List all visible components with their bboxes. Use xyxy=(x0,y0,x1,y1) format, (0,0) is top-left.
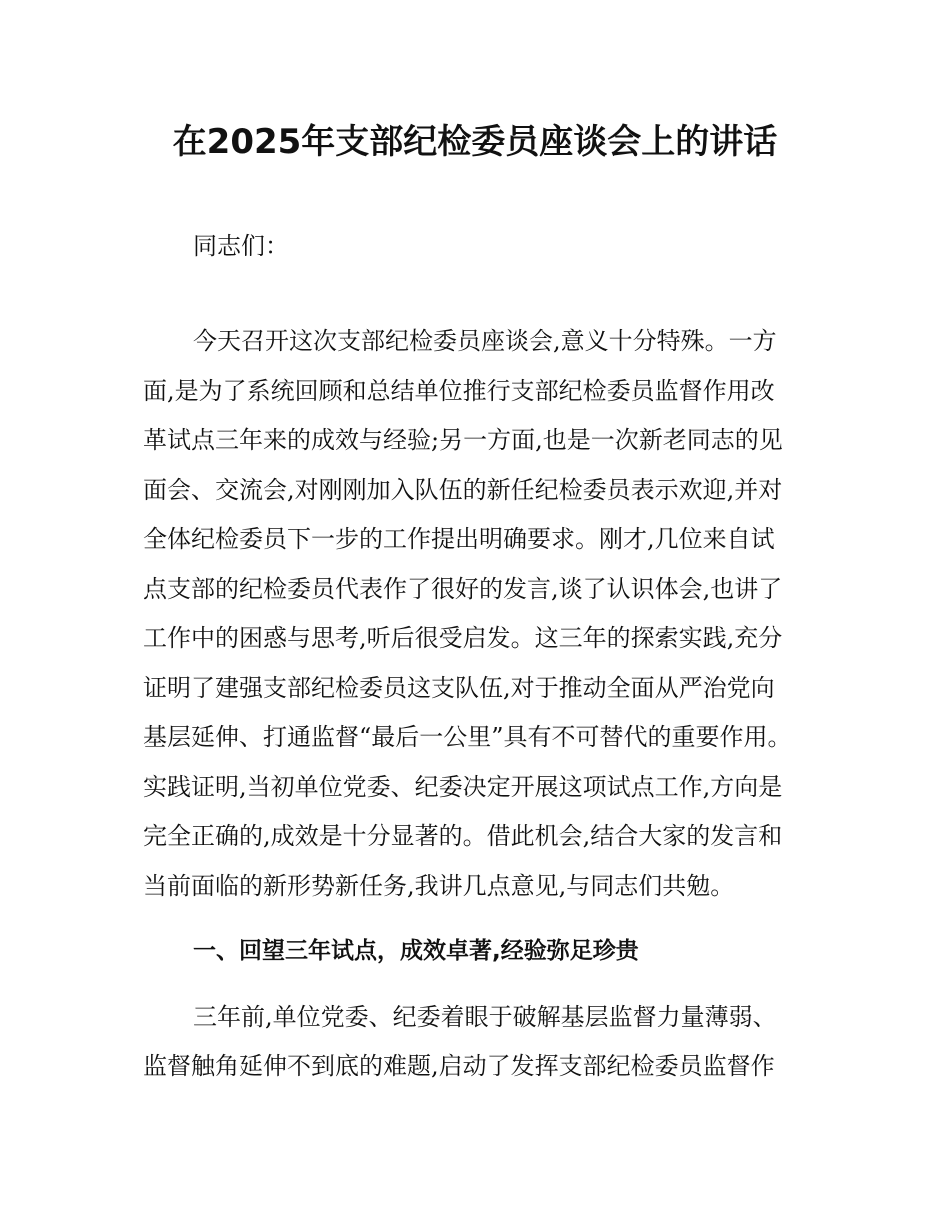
section-heading: 一、回望三年试点，成效卓著,经验弥足珍贵 xyxy=(193,938,639,964)
paragraph-line: 面会、交流会,对刚刚加入队伍的新任纪检委员表示欢迎,并对 xyxy=(143,476,783,504)
paragraph-line: 点支部的纪检委员代表作了很好的发言,谈了认识体会,也讲了 xyxy=(143,575,783,603)
paragraph-line: 完全正确的,成效是十分显著的。借此机会,结合大家的发言和 xyxy=(143,822,783,850)
paragraph-line: 监督触角延伸不到底的难题,启动了发挥支部纪检委员监督作 xyxy=(143,1052,775,1080)
page-title: 在2025年支部纪检委员座谈会上的讲话 xyxy=(172,122,778,162)
paragraph-line: 全体纪检委员下一步的工作提出明确要求。刚才,几位来自试 xyxy=(143,525,775,553)
salutation: 同志们： xyxy=(193,232,289,260)
paragraph-line: 当前面临的新形势新任务,我讲几点意见,与同志们共勉。 xyxy=(143,872,735,900)
paragraph-line: 工作中的困惑与思考,听后很受启发。这三年的探索实践,充分 xyxy=(143,624,783,652)
paragraph-line: 面,是为了系统回顾和总结单位推行支部纪检委员监督作用改 xyxy=(143,377,775,405)
paragraph-line: 实践证明,当初单位党委、纪委决定开展这项试点工作,方向是 xyxy=(143,773,783,801)
paragraph-line: 三年前,单位党委、纪委着眼于破解基层监督力量薄弱、 xyxy=(193,1003,777,1031)
paragraph-line: 证明了建强支部纪检委员这支队伍,对于推动全面从严治党向 xyxy=(143,674,775,702)
paragraph-line: 革试点三年来的成效与经验;另一方面,也是一次新老同志的见 xyxy=(143,426,783,454)
paragraph-line: 基层延伸、打通监督“最后一公里”具有不可替代的重要作用。 xyxy=(143,723,792,751)
paragraph-line: 今天召开这次支部纪检委员座谈会,意义十分特殊。一方 xyxy=(193,327,777,355)
